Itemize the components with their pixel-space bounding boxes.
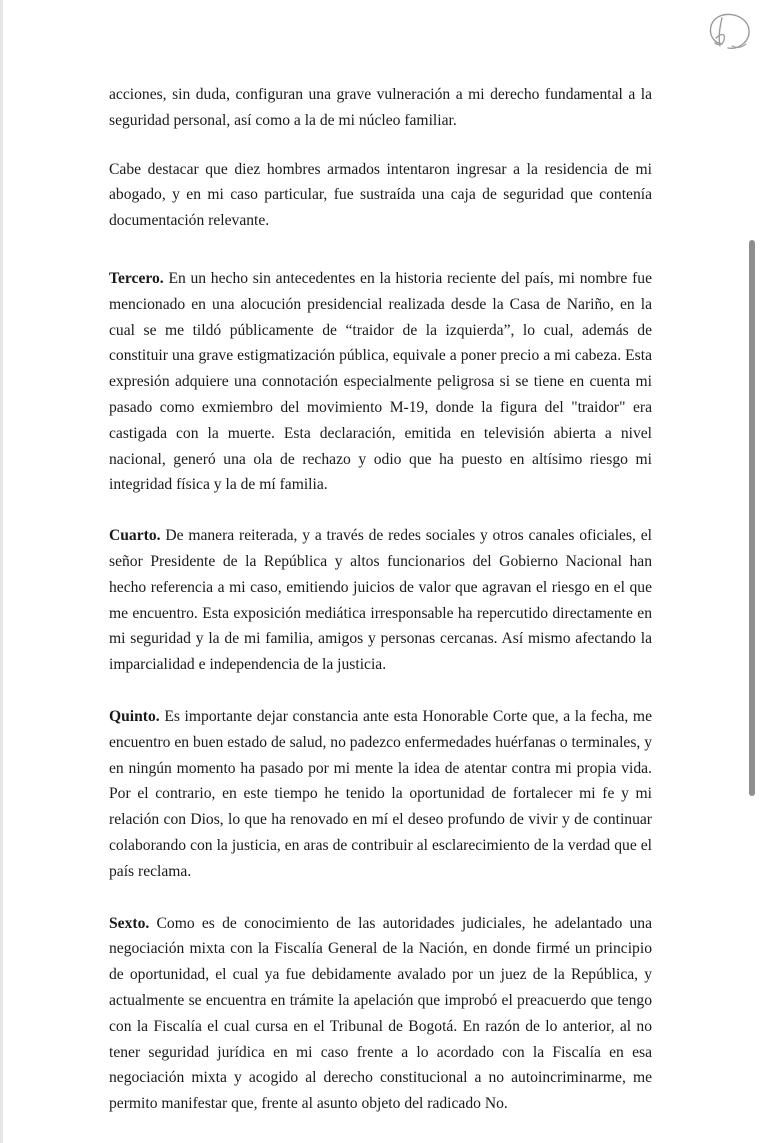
paragraph-text: Es importante dejar constancia ante esta Honorable Corte que, a la fecha, me encuentro en buen estado de salud, no padezco enfermedades huérfanas o terminales, y en ningún momento ha pasado por mi mente la idea de atentar contra mi propia vida. Por el contrario, en este tiempo he tenido la oportunidad de fortalecer mi fe y mi relación con Dios, lo que ha renovado en mí el deseo profundo de vivir y de continuar colaborando con la justicia, en aras de contribuir al esclarecimiento de la verdad que el país reclama.	[109, 707, 652, 880]
paragraph-tercero	[109, 266, 652, 498]
paragraph-text: Cabe destacar que diez hombres armados intentaron ingresar a la residencia de mi abogado, y en mi caso particular, fue sustraída una caja de seguridad que contenía documentación relevante.	[109, 160, 652, 230]
paragraph-cabe-destacar	[109, 157, 652, 234]
paragraph-lead: Sexto.	[109, 914, 150, 932]
paragraph-text: De manera reiterada, y a través de redes sociales y otros canales oficiales, el señor Presidente de la República y altos funcionarios del Gobierno Nacional han hecho referencia a mi caso, emitiendo juicios de valor que agravan el riesgo en el que me encuentro. Esta exposición mediática irresponsable ha repercutido directamente en mi seguridad y la de mi familia, amigos y personas cercanas. Así mismo afectando la imparcialidad e independencia de la justicia.	[109, 527, 652, 674]
paragraph-text: acciones, sin duda, configuran una grave vulneración a mi derecho fundamental a la seguridad personal, así como a la de mi núcleo familiar.	[109, 86, 652, 129]
paragraph-intro-continuation	[109, 82, 652, 134]
paragraph-lead: Cuarto.	[109, 527, 161, 545]
paragraph-cuarto	[109, 523, 652, 678]
paragraph-lead: Quinto.	[109, 707, 160, 725]
document-body	[109, 82, 652, 1117]
paragraph-quinto	[109, 704, 652, 885]
paragraph-text: Como es de conocimiento de las autoridades judiciales, he adelantado una negociación mixta con la Fiscalía General de la Nación, en donde firmé un principio de oportunidad, el cual ya fue debidamente avalado por un juez de la República, y actualmente se encuentra en trámite la apelación que improbó el preacuerdo que tengo con la Fiscalía el cual cursa en el Tribunal de Bogotá. En razón de lo anterior, al no tener seguridad jurídica en mi caso frente a lo acordado con la Fiscalía en esa negociación mixta y acogido al derecho constitucional a no autoincriminarme, me permito manifestar que, frente al asunto objeto del radicado No.	[109, 914, 652, 1113]
paragraph-sexto	[109, 911, 652, 1117]
paragraph-lead: Tercero.	[109, 269, 164, 287]
paragraph-text: En un hecho sin antecedentes en la historia reciente del país, mi nombre fue mencionado en una alocución presidencial realizada desde la Casa de Nariño, en la cual se me tildó públicamente de “traidor de la izquierda”, lo cual, además de constituir una grave estigmatización pública, equivale a poner precio a mi cabeza. Esta expresión adquiere una connotación especialmente peligrosa si se tiene en cuenta mi pasado como exmiembro del movimiento M-19, donde la figura del "traidor" era castigada con la muerte. Esta declaración, emitida en televisión abierta a nivel nacional, generó una ola de rechazo y odio que ha puesto en altísimo riesgo mi integridad física y la de mí familia.	[109, 269, 652, 494]
page-left-edge	[0, 0, 3, 1143]
scrollbar-thumb[interactable]	[749, 240, 755, 796]
